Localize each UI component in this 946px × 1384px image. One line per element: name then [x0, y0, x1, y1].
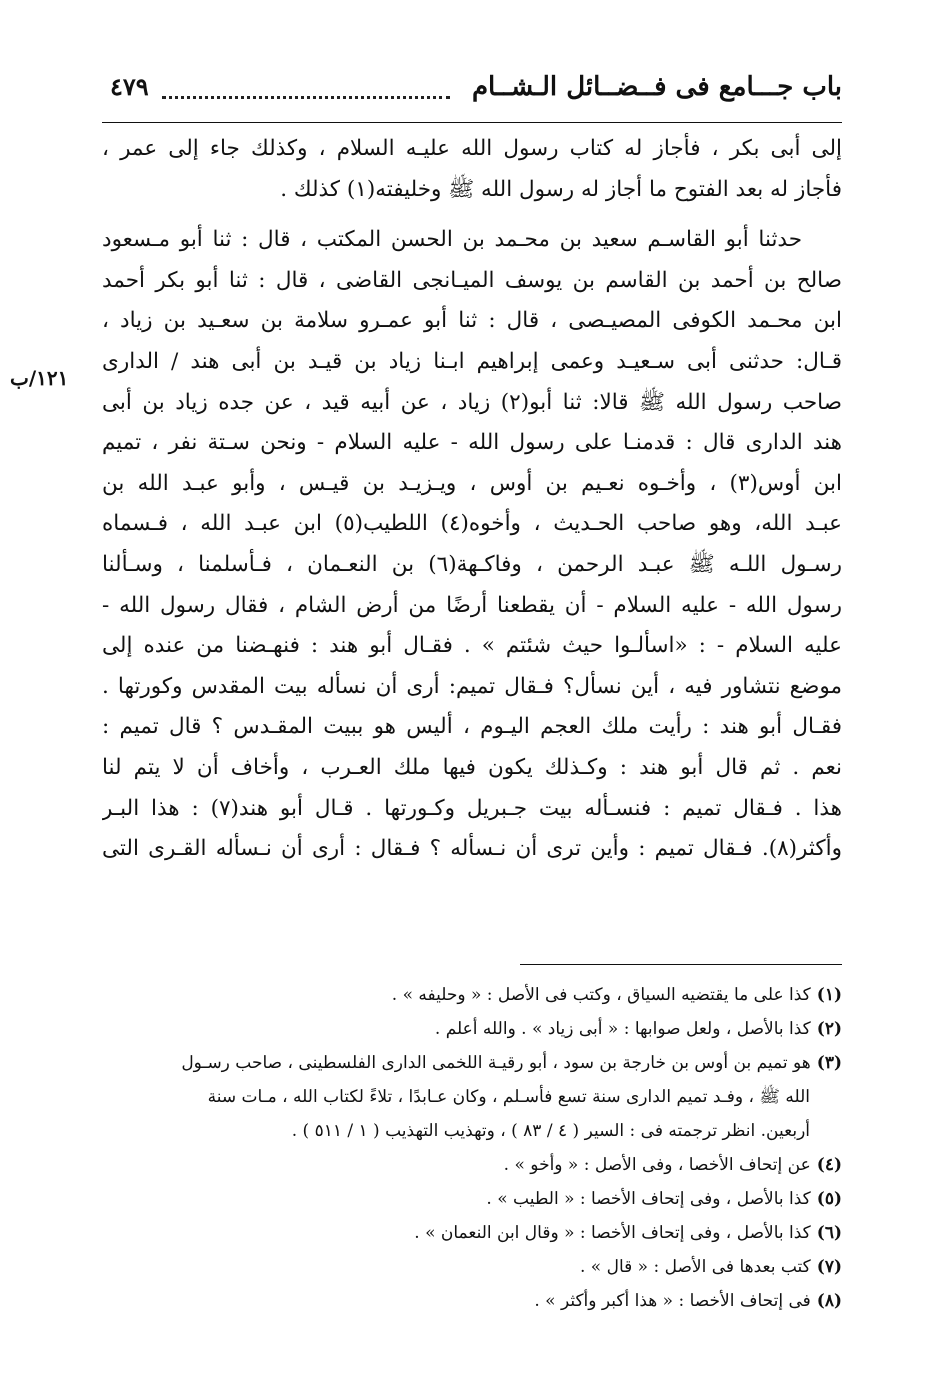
text-line: نعم . ثم قال أبو هند : وكـذلك يكون فيها ملك العـرب ، وأخاف أن لا يتم لنا	[102, 754, 842, 780]
manuscript-folio-note: ١٢١/ب	[10, 366, 69, 390]
text-line: قـال: حدثنى أبى سـعيـد وعمى إبراهيم ابـنا زياد بن قيـد بن أبى هند / الدارى	[102, 348, 842, 374]
text-line: فقـال أبو هند : رأيت ملك العجم اليـوم ، أليس هو ببيت المقـدس ؟ قال تميم :	[102, 714, 842, 740]
text-line: ابن محـمد الكوفى المصيـصى ، قال : ثنا أبو عمـرو سلامة بن سعـيد بن زياد ،	[102, 308, 842, 334]
text-line: رسول الله - عليه السلام - أن يقطعنا أرضًا من أرض الشام ، فقال رسول الله -	[102, 592, 842, 618]
page-number: ٤٧٩	[110, 72, 149, 101]
text-line: صاحب رسول الله ﷺ قالا: ثنا أبو(٢) زياد ، عن أبيه قيد ، عن جده زياد بن أبى	[102, 389, 842, 415]
footnote: (٣)هو تميم بن أوس بن خارجة بن سود ، أبو رقيـة اللخمى الدارى الفلسطينى ، صاحب رسـول	[181, 1053, 842, 1073]
text-line: حدثنا أبو القاسـم سعيد بن محـمد بن الحسن المكتب ، قال : ثنا أبو مـسعود	[102, 227, 802, 253]
header-dot-leader	[162, 96, 450, 99]
footnote-continuation: أربعين. انظر ترجمته فى : السير ( ٤ / ٨٣ ) ، وتهذيب التهذيب ( ١ / ٥١١ ) .	[291, 1121, 810, 1141]
text-line: هذا . فـقال تميم : فنسـأله بيت جـبريل وكـورتها . قـال أبو هند(٧) : هذا البـر	[102, 795, 842, 821]
footnote: (٧)كتب بعدها فى الأصل : « قال » .	[580, 1257, 842, 1277]
text-line: عبـد الله، وهو صاحب الحـديث ، وأخوه(٤) اللطيب(٥) ابن عبـد الله ، فـسماه	[102, 511, 842, 537]
text-line: إلى أبى بكر ، فأجاز له كتاب رسول الله عليـه السلام ، وكذلك جاء إلى عمر ،	[102, 136, 842, 161]
footnote: (٥)كذا بالأصل ، وفى إتحاف الأخصا : « الطيب » .	[486, 1189, 842, 1209]
chapter-title: باب جـــامع فى فــضــائل الـشــام	[471, 72, 842, 102]
footnote-continuation: الله ﷺ ، وفـد تميم الدارى سنة تسع فأسـلم ، وكان عـابدًا ، تلاءً لكتاب الله ، مـات سنة	[207, 1087, 810, 1107]
text-line: موضع نتشاور فيه ، أين نسأل؟ فـقال تميم: أرى أن نسأله بيت المقدس وكورتها .	[102, 673, 842, 699]
footnote-separator	[520, 964, 842, 965]
footnote: (٤)عن إتحاف الأخصا ، وفى الأصل : « وأخو » .	[503, 1155, 842, 1175]
text-line: صالح بن أحمد بن القاسم بن يوسف الميـانجى القاضى ، قال : ثنا أبو بكر أحمد	[102, 267, 842, 293]
text-line: هند الدارى قال : قدمنـا على رسول الله - عليه السلام - ونحن سـتة نفر ، تميم	[102, 430, 842, 456]
main-text	[102, 129, 842, 870]
running-header	[102, 62, 842, 123]
book-page	[102, 62, 842, 870]
footnote: (١)كذا على ما يقتضيه السياق ، وكتب فى الأصل : « وحليفه » .	[391, 985, 842, 1005]
footnote: (٦)كذا بالأصل ، وفى إتحاف الأخصا : « وقال ابن النعمان » .	[414, 1223, 842, 1243]
footnotes	[102, 978, 842, 1318]
text-line: عليه السلام - : «اسألـوا حيث شئتم » . فقـال أبو هند : فنهـضنا من عنده إلى	[102, 633, 842, 659]
text-line: فأجاز له بعد الفتوح ما أجاز له رسول الله ﷺ وخليفته(١) كذلك .	[280, 176, 842, 202]
footnote: (٢)كذا بالأصل ، ولعل صوابها : « أبى زياد » . والله أعلم .	[434, 1019, 842, 1039]
text-line: ابن أوس(٣) ، وأخـوه نعـيم بن أوس ، ويـزيـد بن قيـس ، وأبو عبـد الله بن	[102, 470, 842, 496]
text-line: وأكثر(٨). فـقال تميم : وأين ترى أن نـسأله ؟ فـقال : أرى أن نـسأله القـرى التى	[102, 836, 842, 862]
footnote: (٨)فى إتحاف الأخصا : « هذا أكبر وأكثر » .	[534, 1291, 842, 1311]
text-line: رسـول اللـه ﷺ عبـد الرحمن ، وفاكـهة(٦) بن النعـمان ، فـأسلمنا ، وسـألنا	[102, 551, 842, 577]
